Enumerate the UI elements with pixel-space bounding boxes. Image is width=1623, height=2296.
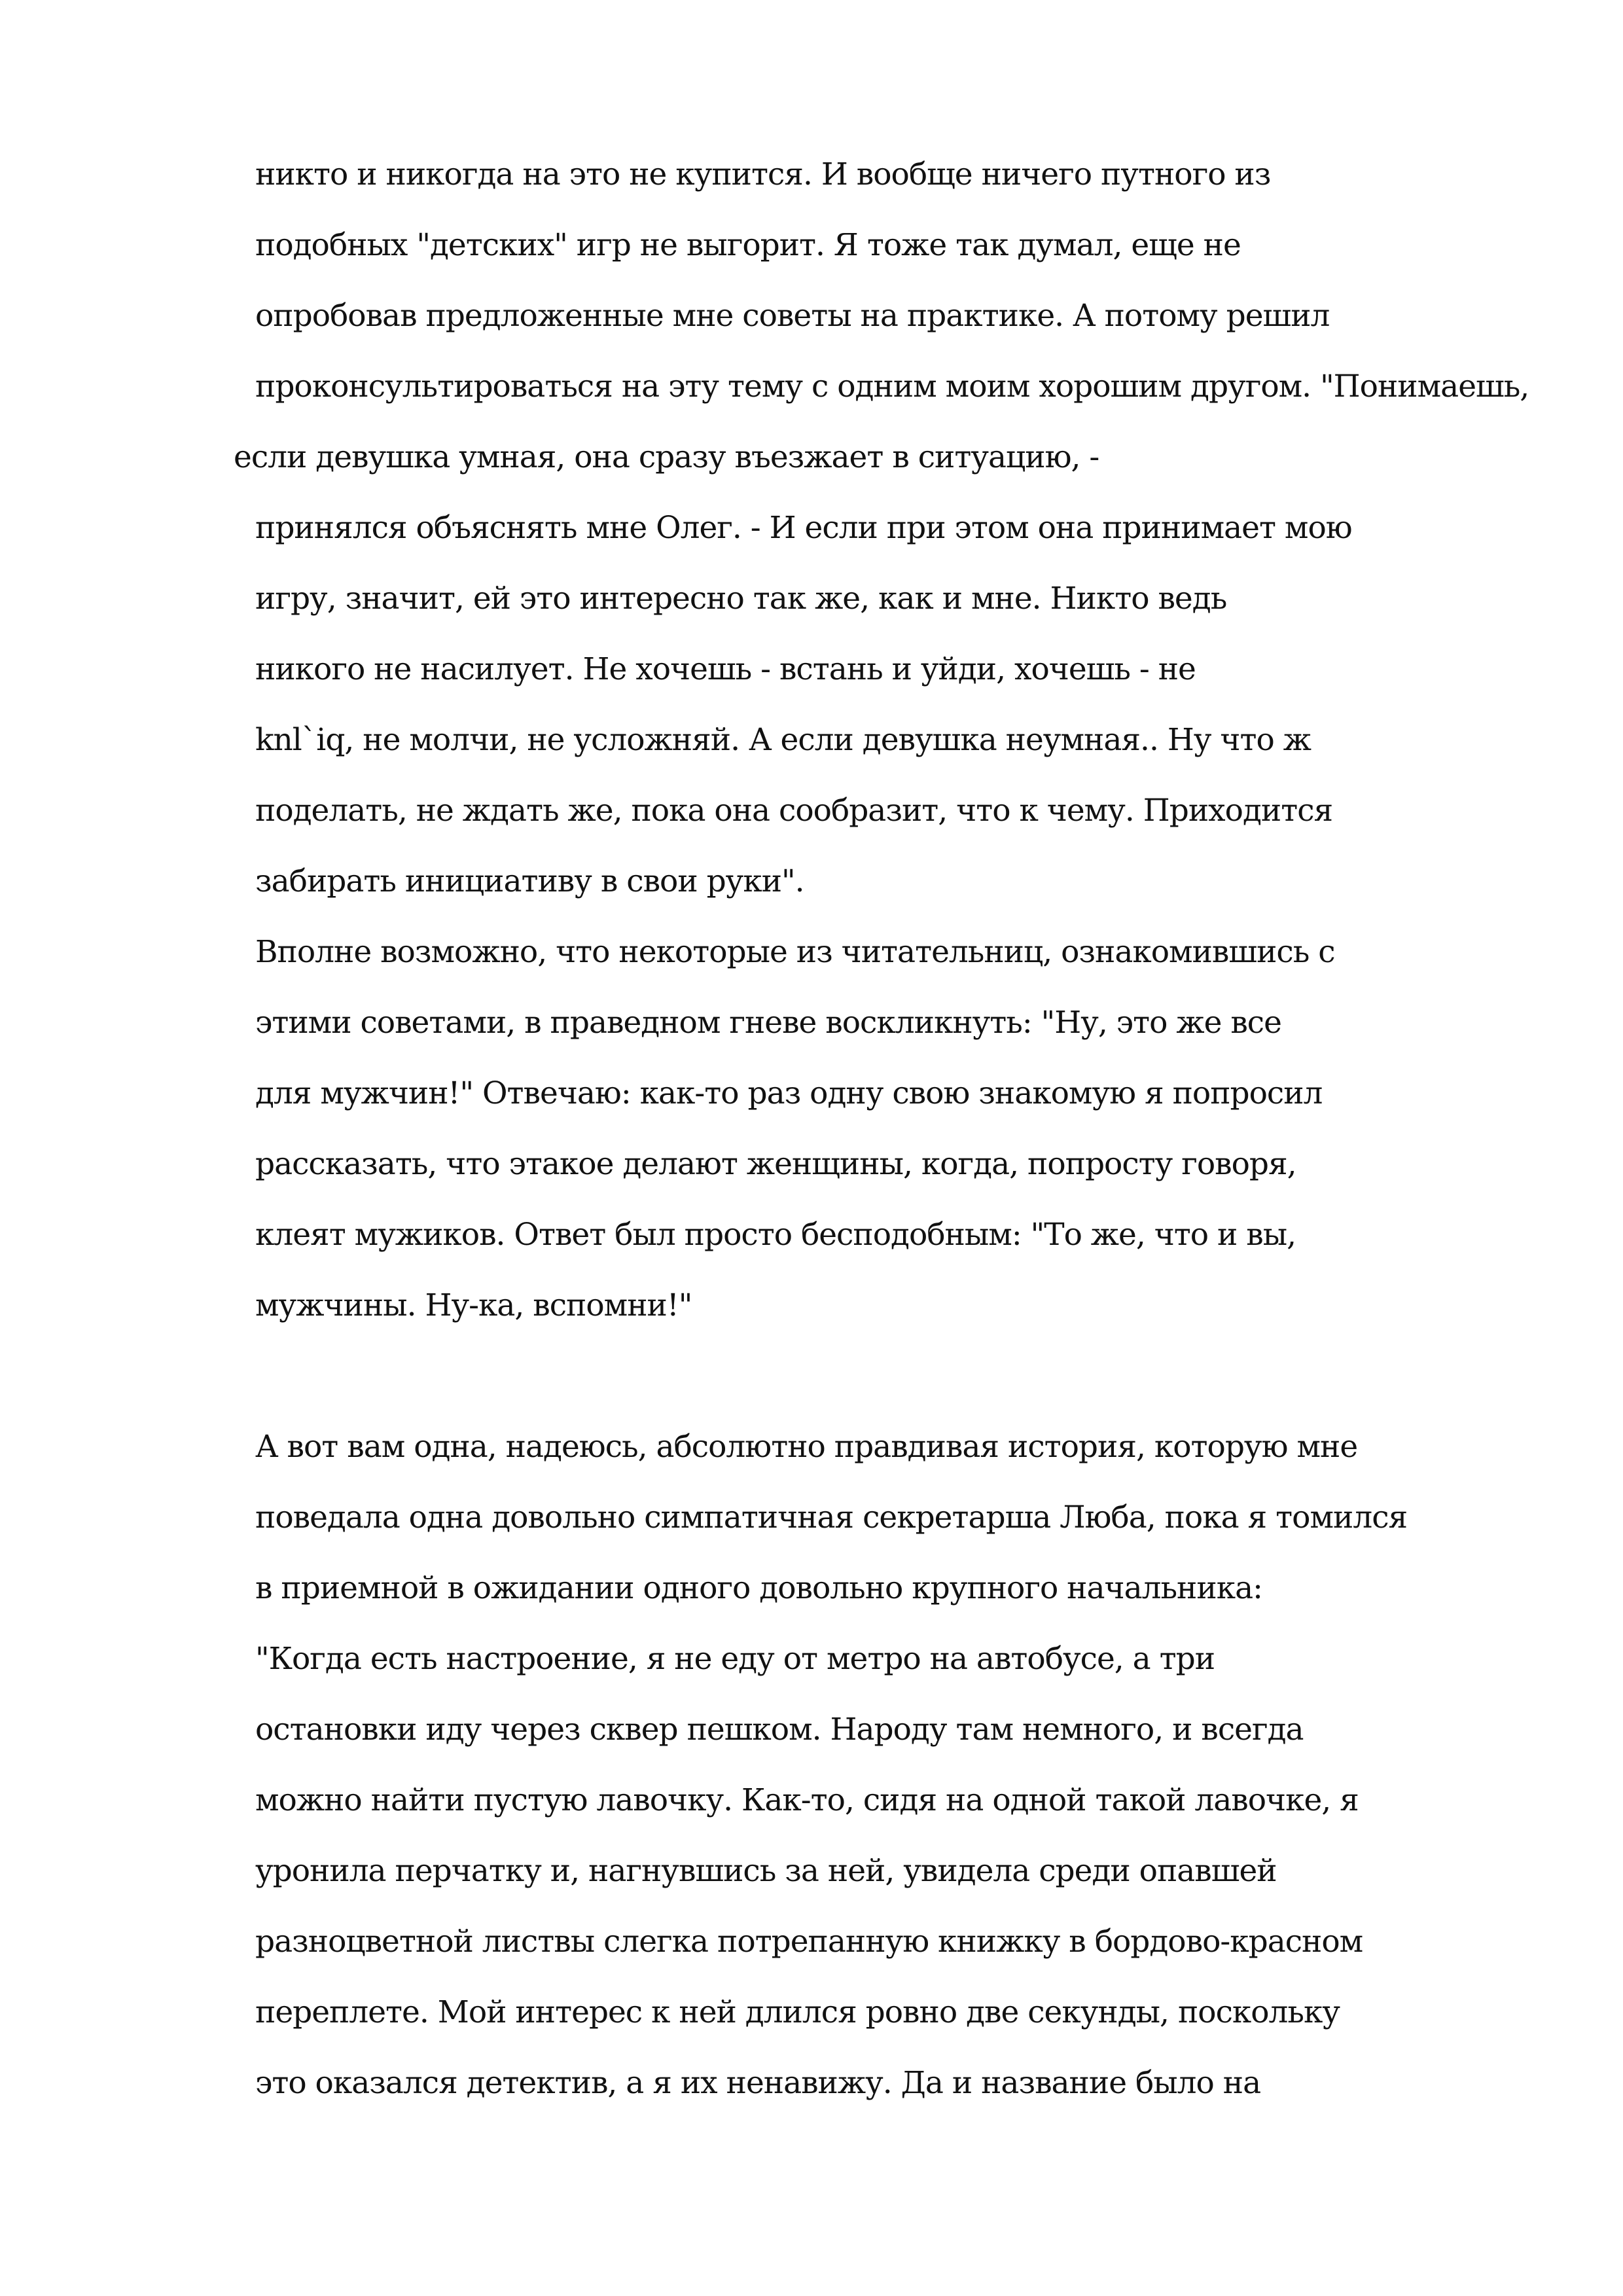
text-line-16: клеят мужиков. Ответ был просто бесподобным: "То же, что и вы, (255, 1217, 1296, 1253)
text-line-9: knl`iq, не молчи, не усложняй. А если девушка неумная.. Ну что ж (255, 722, 1311, 758)
text-line-21: "Когда есть настроение, я не еду от метро на автобусе, а три (255, 1641, 1215, 1677)
text-line-10: поделать, не ждать же, пока она сообразит, что к чему. Приходится (255, 793, 1333, 829)
text-line-17: мужчины. Ну-ка, вспомни!" (255, 1287, 692, 1323)
text-line-8: никого не насилует. Не хочешь - встань и уйди, хочешь - не (255, 651, 1196, 687)
text-line-11: забирать инициативу в свои руки". (255, 863, 804, 899)
text-line-27: это оказался детектив, а я их ненавижу. Да и название было на (255, 2065, 1261, 2101)
text-line-1: никто и никогда на это не купится. И вообще ничего путного из (255, 156, 1271, 192)
text-line-24: уронила перчатку и, нагнувшись за ней, увидела среди опавшей (255, 1853, 1277, 1889)
text-line-15: рассказать, что этакое делают женщины, когда, попросту говоря, (255, 1146, 1296, 1182)
text-line-25: разноцветной листвы слегка потрепанную книжку в бордово-красном (255, 1924, 1363, 1960)
text-line-20: в приемной в ожидании одного довольно крупного начальника: (255, 1570, 1262, 1606)
text-line-23: можно найти пустую лавочку. Как-то, сидя на одной такой лавочке, я (255, 1782, 1359, 1818)
text-line-6: принялся объяснять мне Олег. - И если при этом она принимает мою (255, 510, 1352, 546)
text-line-19: поведала одна довольно симпатичная секретарша Люба, пока я томился (255, 1499, 1408, 1535)
text-line-3: опробовав предложенные мне советы на практике. А потому решил (255, 298, 1330, 334)
text-line-5: если девушка умная, она сразу въезжает в ситуацию, - (234, 439, 1099, 475)
text-line-18: А вот вам одна, надеюсь, абсолютно правдивая история, которую мне (255, 1429, 1358, 1465)
text-line-26: переплете. Мой интерес к ней длился ровно две секунды, поскольку (255, 1994, 1340, 2030)
text-line-7: игру, значит, ей это интересно так же, как и мне. Никто ведь (255, 581, 1227, 617)
text-line-2: подобных "детских" игр не выгорит. Я тоже так думал, еще не (255, 227, 1241, 263)
text-line-22: остановки иду через сквер пешком. Народу там немного, и всегда (255, 1712, 1304, 1748)
text-line-14: для мужчин!" Отвечаю: как-то раз одну свою знакомую я попросил (255, 1075, 1323, 1111)
text-line-4: проконсультироваться на эту тему с одним моим хорошим другом. "Понимаешь, (255, 368, 1529, 404)
text-line-13: этими советами, в праведном гневе воскликнуть: "Ну, это же все (255, 1005, 1281, 1041)
text-line-12: Вполне возможно, что некоторые из читательниц, ознакомившись с (255, 934, 1335, 970)
